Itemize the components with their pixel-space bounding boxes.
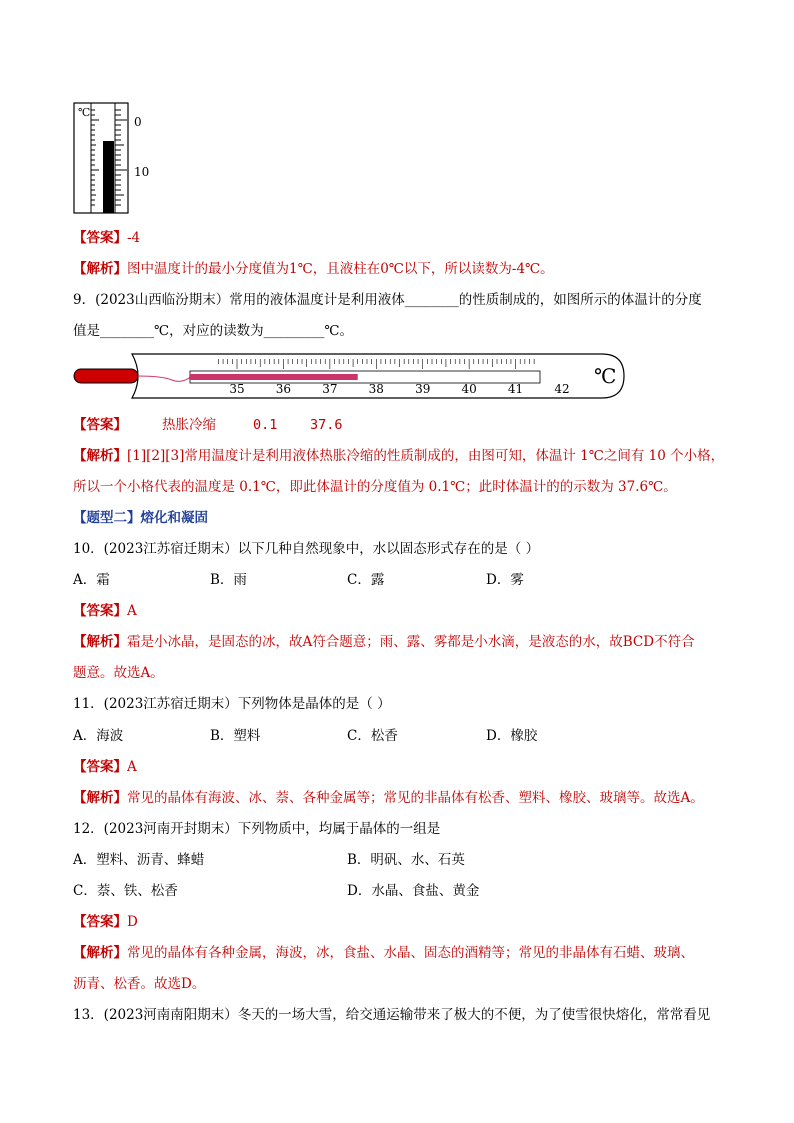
option-d: D．水晶、食盐、黄金 — [347, 883, 480, 899]
scale-label: 41 — [507, 382, 524, 396]
mercury-column — [190, 374, 358, 380]
answer-value: -4 — [127, 230, 141, 246]
q12-answer-line — [73, 913, 138, 931]
analysis-tag: 【解析】 — [73, 634, 127, 650]
analysis-tag: 【解析】 — [73, 448, 127, 464]
option-a: A．霜 — [73, 572, 110, 588]
q11-analysis-line1 — [73, 789, 704, 807]
q8-answer-line — [73, 229, 140, 247]
unit-label: ℃ — [594, 364, 617, 388]
option-c: C．萘、铁、松香 — [73, 883, 178, 899]
analysis-text-red: 0.1℃ — [235, 479, 276, 495]
q13-stem: 13．(2023河南南阳期末）冬天的一场大雪，给交通运输带来了极大的不便，为了使雪很快熔化，常常看见 — [73, 1007, 711, 1023]
scale-label: 36 — [275, 382, 292, 396]
q9-analysis-line1 — [73, 447, 724, 465]
q9-stem-line2: 值是________℃，对应的读数为_________℃。 — [73, 323, 353, 339]
option-b: B．明矾、水、石英 — [347, 852, 465, 868]
option-c: C．露 — [347, 572, 385, 588]
option-d: D．橡胶 — [486, 728, 538, 744]
q12-analysis-line2: 沥青、松香。故选D。 — [73, 976, 206, 992]
q12-stem: 12．(2023河南开封期末）下列物质中，均属于晶体的一组是 — [73, 821, 441, 837]
analysis-text: 常见的晶体有海波、冰、萘、各种金属等；常见的非晶体有松香、塑料、橡胶、玻璃等。故选A。 — [127, 790, 704, 806]
q10-stem: 10．(2023江苏宿迁期末）以下几种自然现象中，水以固态形式存在的是（ ） — [73, 541, 540, 557]
option-d: D．雾 — [486, 572, 524, 588]
answer-1: 热胀冷缩 — [162, 417, 216, 433]
scale-label: 35 — [229, 382, 245, 396]
section-title: 【题型二】熔化和凝固 — [73, 510, 208, 526]
q9-analysis-line2 — [73, 478, 677, 496]
analysis-text: 霜是小冰晶，是固态的冰，故A符合题意；雨、露、雾都是小水滴，是液态的水，故BCD不符合 — [127, 634, 695, 650]
answer-tag: 【答案】 — [73, 603, 127, 619]
analysis-text-1: 图中温度计的最小分度值为 — [127, 261, 289, 277]
scale-label: 37 — [322, 382, 338, 396]
q8-analysis-line — [73, 260, 554, 278]
analysis-tag: 【解析】 — [73, 945, 127, 961]
scale-label: 38 — [368, 382, 384, 396]
unit-label: ℃ — [78, 106, 91, 119]
answer-tag: 【答案】 — [73, 230, 127, 246]
answer-tag: 【答案】 — [73, 759, 127, 775]
analysis-tag: 【解析】 — [73, 261, 127, 277]
tick-label-0: 0 — [134, 115, 142, 129]
analysis-text-3: 0℃以下，所以读数为-4℃。 — [380, 261, 554, 277]
option-a: A．海波 — [73, 728, 124, 744]
option-b: B．塑料 — [210, 728, 261, 744]
scale-label: 39 — [415, 382, 431, 396]
analysis-text-red: 1℃之间有 10 个小格， — [575, 448, 725, 464]
scale-label: 42 — [554, 382, 570, 396]
answer-tag: 【答案】 — [73, 417, 127, 433]
liquid-column — [103, 141, 114, 213]
tick-label-10: 10 — [134, 165, 150, 179]
analysis-text: 所以一个小格代表的温度是 — [73, 479, 235, 495]
analysis-text-red: 0.1℃ — [424, 479, 466, 495]
analysis-text-red: 37.6℃。 — [613, 479, 677, 495]
answer-value: D — [127, 914, 138, 930]
q11-answer-line — [73, 758, 137, 776]
q9-stem-line1: 9．(2023山西临汾期末）常用的液体温度计是利用液体________的性质制成的，如图所示的体温计的分度 — [73, 292, 702, 308]
q12-analysis-line1 — [73, 944, 694, 962]
answer-value: A — [127, 759, 137, 775]
answer-value: A — [127, 603, 137, 619]
analysis-text: 常见的晶体有各种金属，海波，冰，食盐、水晶、固态的酒精等；常见的非晶体有石蜡、玻璃、 — [127, 945, 694, 961]
analysis-text-2: 1℃，且液柱在 — [289, 261, 381, 277]
small-thermometer-figure — [70, 100, 160, 218]
thermometer-bulb — [74, 369, 138, 383]
q9-answer-line — [73, 416, 343, 434]
analysis-tag: 【解析】 — [73, 790, 127, 806]
answer-3: 37.6 — [310, 417, 343, 433]
option-c: C．松香 — [347, 728, 398, 744]
q10-analysis-line1 — [73, 633, 695, 651]
clinical-thermometer-figure — [72, 350, 632, 402]
answer-tag: 【答案】 — [73, 914, 127, 930]
option-a: A．塑料、沥青、蜂蜡 — [73, 852, 205, 868]
option-b: B．雨 — [210, 572, 247, 588]
q10-answer-line — [73, 602, 137, 620]
q11-stem: 11．(2023江苏宿迁期末）下列物体是晶体的是（ ） — [73, 696, 391, 712]
scale-label: 40 — [461, 382, 477, 396]
answer-2: 0.1 — [253, 417, 278, 433]
q10-analysis-line2: 题意。故选A。 — [73, 665, 164, 681]
analysis-text: ，即此体温计的分度值为 — [275, 479, 425, 495]
analysis-text: [1][2][3]常用温度计是利用液体热胀冷缩的性质制成的，由图可知，体温计 — [127, 448, 576, 464]
analysis-text: ；此时体温计的的示数为 — [465, 479, 614, 495]
